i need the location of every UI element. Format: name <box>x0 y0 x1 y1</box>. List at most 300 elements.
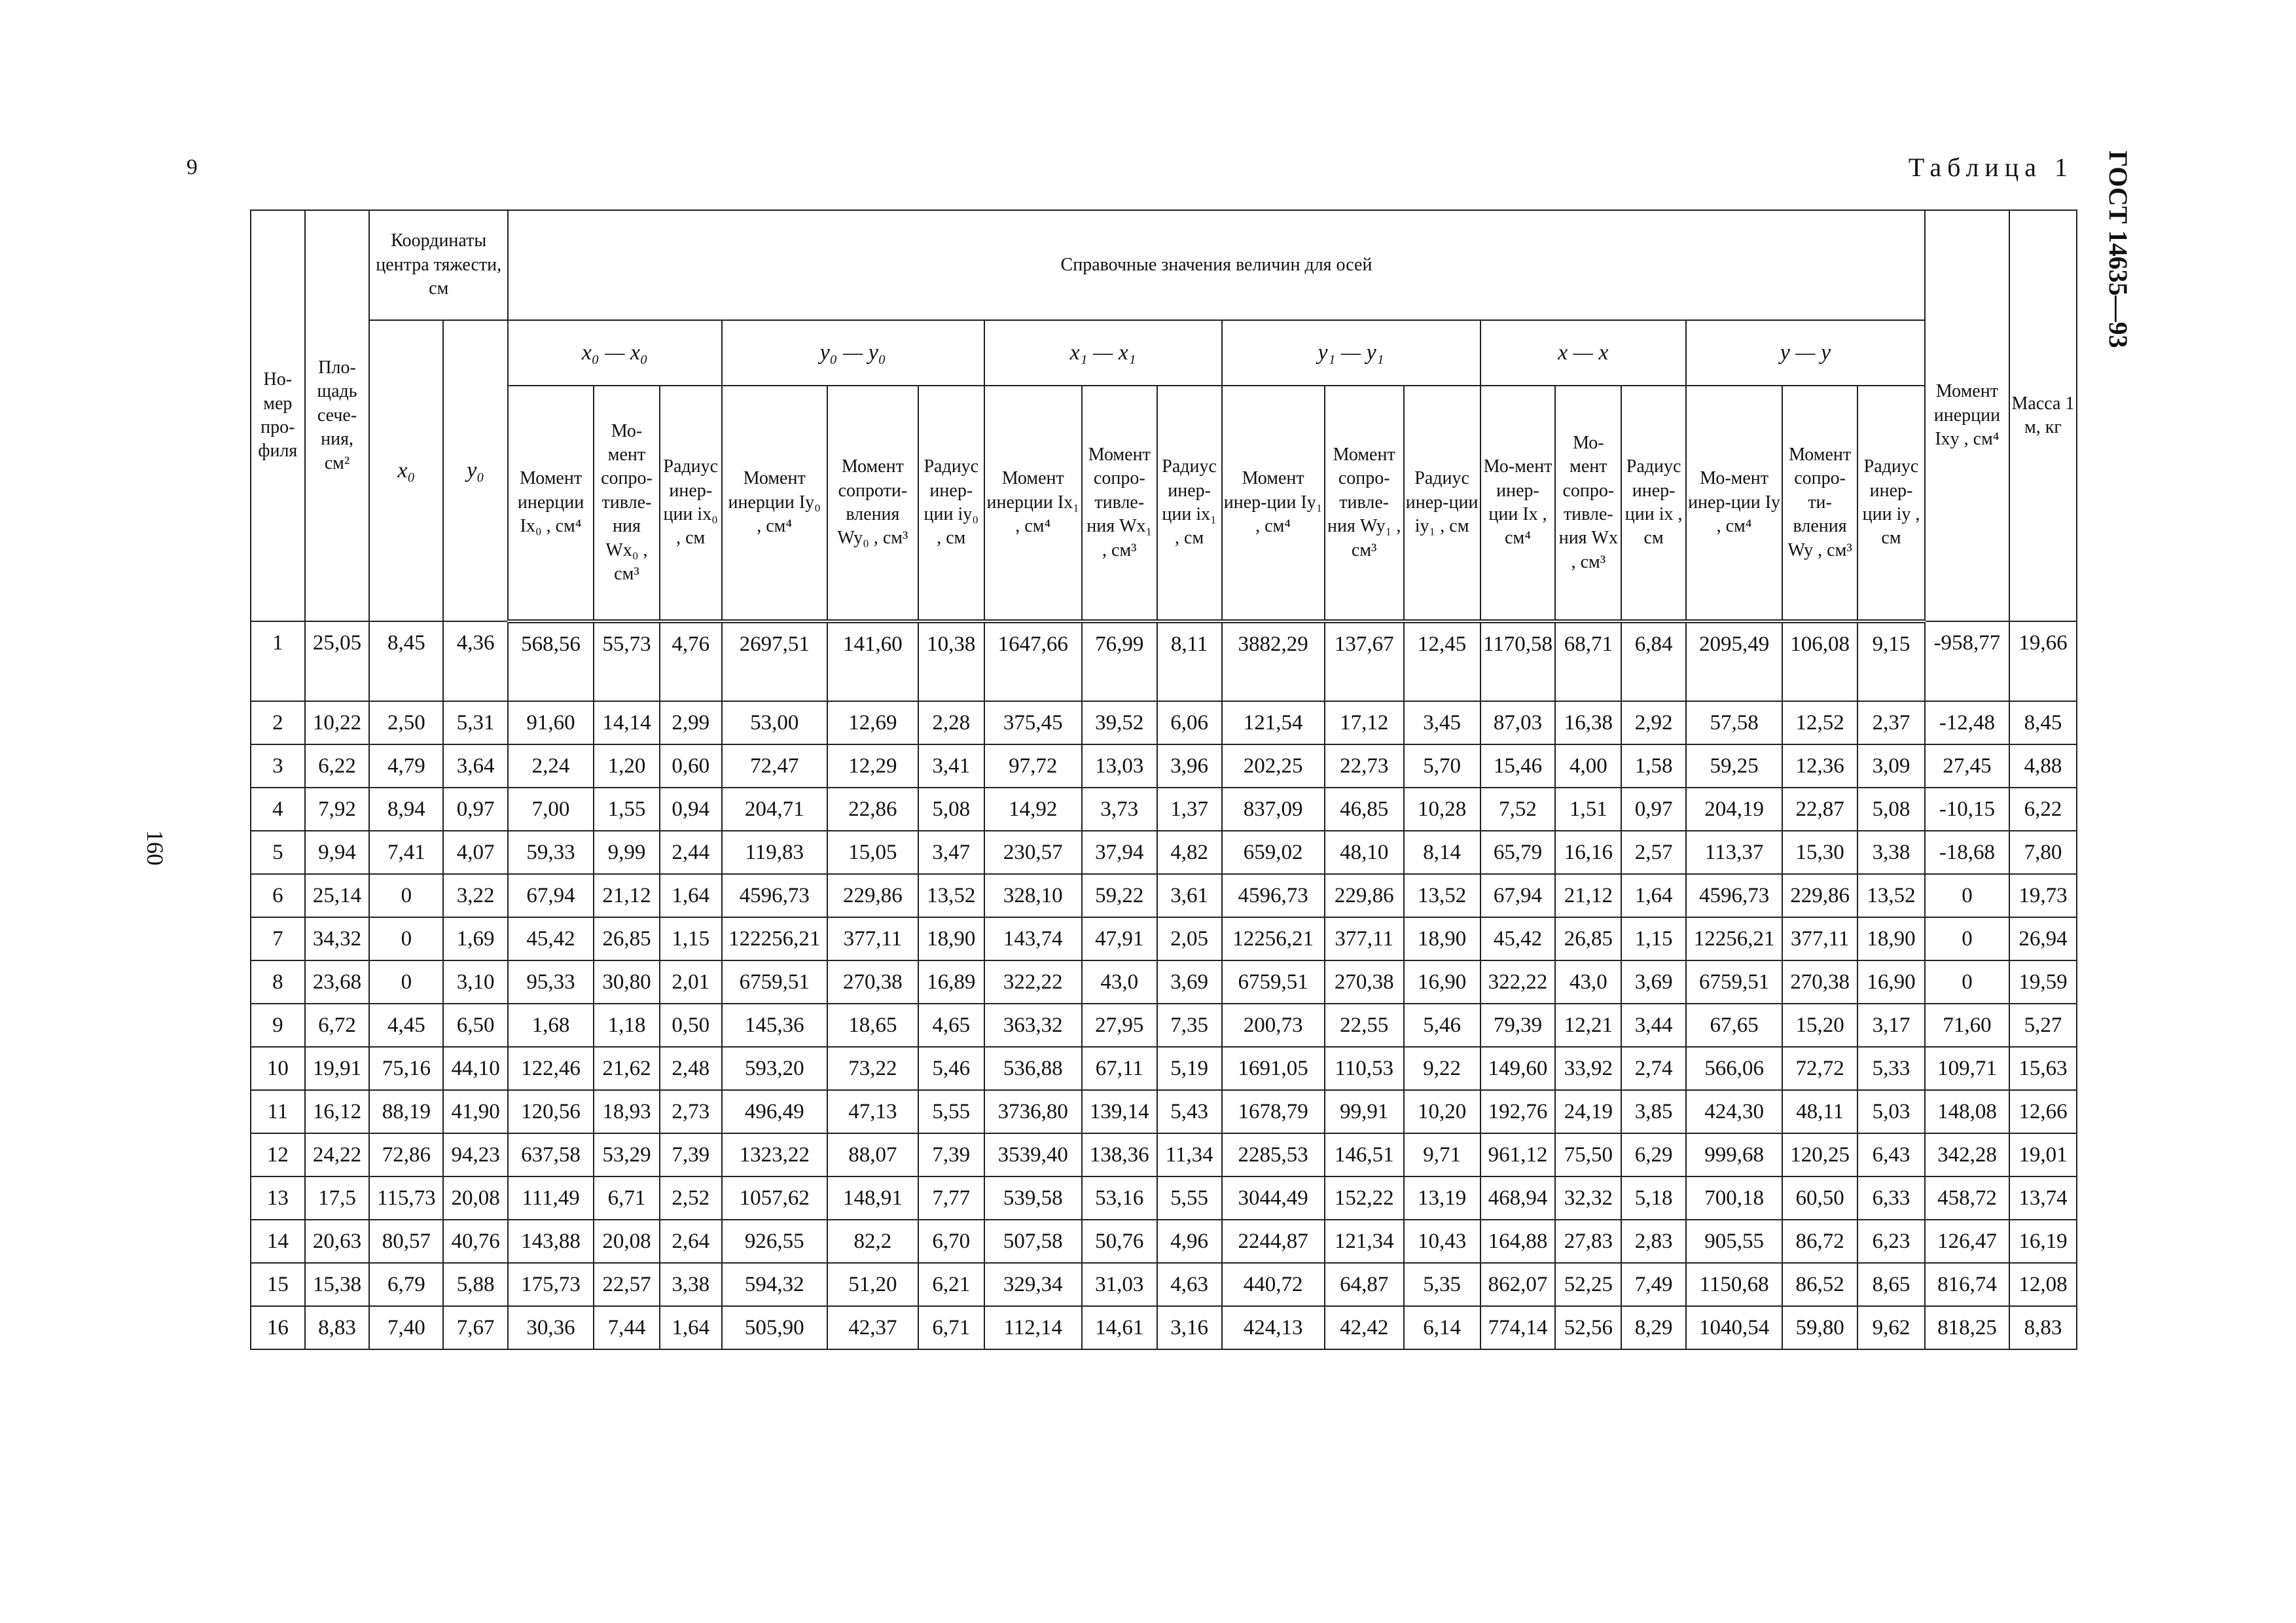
table-cell: 73,22 <box>827 1047 918 1090</box>
table-cell: 4,88 <box>2009 744 2077 788</box>
subheader-cell: Мо-мент сопро-тивле-ния Wx , см³ <box>1555 386 1621 621</box>
table-cell: 229,86 <box>827 874 918 917</box>
table-cell: 2,28 <box>918 701 984 744</box>
table-cell: 342,28 <box>1925 1133 2009 1176</box>
table-body <box>251 621 2077 1349</box>
table-cell: 9,99 <box>594 831 660 874</box>
table-cell: 2,92 <box>1621 701 1686 744</box>
table-cell: 3,10 <box>443 960 508 1004</box>
table-cell: 496,49 <box>722 1090 827 1133</box>
table-cell: 5,19 <box>1157 1047 1222 1090</box>
table-cell: 16,16 <box>1555 831 1621 874</box>
table-cell: 11,34 <box>1157 1133 1222 1176</box>
table-cell: 6,50 <box>443 1004 508 1047</box>
table-cell: 31,03 <box>1082 1263 1157 1306</box>
table-cell: 1,64 <box>1621 874 1686 917</box>
profile-number-cell: 9 <box>251 1004 305 1047</box>
table-cell: 594,32 <box>722 1263 827 1306</box>
table-cell: 4,82 <box>1157 831 1222 874</box>
table-cell: 9,15 <box>1857 621 1925 701</box>
table-cell: 4,36 <box>443 621 508 701</box>
table-cell: 0,97 <box>443 788 508 831</box>
table-cell: 9,71 <box>1404 1133 1480 1176</box>
table-cell: 7,80 <box>2009 831 2077 874</box>
table-cell: 229,86 <box>1782 874 1857 917</box>
table-container <box>250 210 2077 1350</box>
table-cell: 1323,22 <box>722 1133 827 1176</box>
table-cell: 10,38 <box>918 621 984 701</box>
table-cell: 6,84 <box>1621 621 1686 701</box>
profile-number-cell: 13 <box>251 1176 305 1220</box>
table-cell: 5,55 <box>918 1090 984 1133</box>
table-cell: 109,71 <box>1925 1047 2009 1090</box>
table-cell: 30,80 <box>594 960 660 1004</box>
table-cell: 68,71 <box>1555 621 1621 701</box>
table-cell: 4596,73 <box>1222 874 1325 917</box>
table-cell: 0 <box>369 874 443 917</box>
table-cell: 13,19 <box>1404 1176 1480 1220</box>
table-cell: 106,08 <box>1782 621 1857 701</box>
table-cell: 1057,62 <box>722 1176 827 1220</box>
table-cell: 143,88 <box>508 1220 594 1263</box>
table-cell: 424,30 <box>1686 1090 1782 1133</box>
subheader-cell: Радиус инер-ции ix₀ , см <box>660 386 722 621</box>
table-cell: 19,73 <box>2009 874 2077 917</box>
table-cell: 5,33 <box>1857 1047 1925 1090</box>
table-cell: 4596,73 <box>722 874 827 917</box>
table-cell: 961,12 <box>1480 1133 1556 1176</box>
subheader-cell: Мо-мент инер-ции Iy , см⁴ <box>1686 386 1782 621</box>
table-cell: 6759,51 <box>1222 960 1325 1004</box>
subheader-cell: Момент сопроти-вления Wy₀ , см³ <box>827 386 918 621</box>
table-cell: 4596,73 <box>1686 874 1782 917</box>
subheader-cell: Мо-мент сопро-тивле-ния Wx₀ , см³ <box>594 386 660 621</box>
table-cell: 18,65 <box>827 1004 918 1047</box>
table-cell: 7,40 <box>369 1306 443 1349</box>
table-cell: 164,88 <box>1480 1220 1556 1263</box>
table-cell: 2,44 <box>660 831 722 874</box>
table-cell: 3,44 <box>1621 1004 1686 1047</box>
table-cell: 4,00 <box>1555 744 1621 788</box>
profile-properties-table <box>250 210 2077 1350</box>
subheader-cell: Момент инерции Ix₀ , см⁴ <box>508 386 594 621</box>
table-cell: 818,25 <box>1925 1306 2009 1349</box>
table-cell: 8,65 <box>1857 1263 1925 1306</box>
table-cell: 59,22 <box>1082 874 1157 917</box>
table-cell: 8,83 <box>305 1306 370 1349</box>
table-cell: 99,91 <box>1325 1090 1404 1133</box>
table-cell: 43,0 <box>1555 960 1621 1004</box>
table-cell: 67,65 <box>1686 1004 1782 1047</box>
table-cell: 65,79 <box>1480 831 1556 874</box>
table-cell: 86,72 <box>1782 1220 1857 1263</box>
header-center-coordinates: Координаты центра тяжести, см <box>369 210 508 320</box>
header-axis-y1: y₁ — y₁ <box>1222 320 1480 386</box>
table-cell: 82,2 <box>827 1220 918 1263</box>
table-cell: 33,92 <box>1555 1047 1621 1090</box>
table-cell: 328,10 <box>984 874 1082 917</box>
table-cell: 0 <box>1925 960 2009 1004</box>
table-cell: 10,22 <box>305 701 370 744</box>
table-row <box>251 831 2077 874</box>
table-cell: 50,76 <box>1082 1220 1157 1263</box>
table-cell: 774,14 <box>1480 1306 1556 1349</box>
table-cell: 1,64 <box>660 1306 722 1349</box>
table-cell: 7,92 <box>305 788 370 831</box>
table-cell: 17,12 <box>1325 701 1404 744</box>
table-cell: 19,01 <box>2009 1133 2077 1176</box>
table-cell: 13,74 <box>2009 1176 2077 1220</box>
table-cell: 3044,49 <box>1222 1176 1325 1220</box>
table-cell: 32,32 <box>1555 1176 1621 1220</box>
table-row <box>251 1220 2077 1263</box>
table-cell: 143,74 <box>984 917 1082 960</box>
table-cell: 3,17 <box>1857 1004 1925 1047</box>
table-cell: 149,60 <box>1480 1047 1556 1090</box>
table-cell: 12,29 <box>827 744 918 788</box>
table-cell: 10,28 <box>1404 788 1480 831</box>
profile-number-cell: 4 <box>251 788 305 831</box>
table-cell: 15,63 <box>2009 1047 2077 1090</box>
table-cell: 9,22 <box>1404 1047 1480 1090</box>
table-cell: 12,08 <box>2009 1263 2077 1306</box>
table-cell: 17,5 <box>305 1176 370 1220</box>
table-cell: 52,25 <box>1555 1263 1621 1306</box>
table-cell: 2,05 <box>1157 917 1222 960</box>
table-cell: 270,38 <box>827 960 918 1004</box>
table-cell: 23,68 <box>305 960 370 1004</box>
table-cell: 204,71 <box>722 788 827 831</box>
table-cell: 6,14 <box>1404 1306 1480 1349</box>
table-cell: 126,47 <box>1925 1220 2009 1263</box>
table-cell: 47,13 <box>827 1090 918 1133</box>
table-cell: 40,76 <box>443 1220 508 1263</box>
table-cell: 7,39 <box>660 1133 722 1176</box>
table-cell: 12,52 <box>1782 701 1857 744</box>
subheader-cell: Момент сопро-ти-вления Wy , см³ <box>1782 386 1857 621</box>
table-cell: 145,36 <box>722 1004 827 1047</box>
table-cell: 424,13 <box>1222 1306 1325 1349</box>
table-cell: 16,12 <box>305 1090 370 1133</box>
table-cell: 2,37 <box>1857 701 1925 744</box>
table-cell: 568,56 <box>508 621 594 701</box>
table-cell: 322,22 <box>1480 960 1556 1004</box>
table-cell: 7,52 <box>1480 788 1556 831</box>
table-cell: 5,55 <box>1157 1176 1222 1220</box>
table-row <box>251 1306 2077 1349</box>
table-cell: 3,85 <box>1621 1090 1686 1133</box>
table-cell: 19,66 <box>2009 621 2077 701</box>
table-cell: 7,67 <box>443 1306 508 1349</box>
table-cell: 7,49 <box>1621 1263 1686 1306</box>
table-cell: 18,93 <box>594 1090 660 1133</box>
table-cell: 2,73 <box>660 1090 722 1133</box>
table-cell: 837,09 <box>1222 788 1325 831</box>
header-profile-number: Но-мер про-филя <box>251 210 305 621</box>
table-cell: 3,69 <box>1621 960 1686 1004</box>
table-cell: 2,48 <box>660 1047 722 1090</box>
header-mass: Масса 1 м, кг <box>2009 210 2077 621</box>
table-cell: 3,61 <box>1157 874 1222 917</box>
table-caption: Таблица 1 <box>1908 153 2073 182</box>
table-cell: 2697,51 <box>722 621 827 701</box>
page-number-side: 160 <box>142 830 168 866</box>
table-cell: -18,68 <box>1925 831 2009 874</box>
table-cell: 8,83 <box>2009 1306 2077 1349</box>
table-cell: 0 <box>369 960 443 1004</box>
table-cell: 926,55 <box>722 1220 827 1263</box>
table-cell: 59,80 <box>1782 1306 1857 1349</box>
table-cell: 6,22 <box>2009 788 2077 831</box>
table-cell: 3,41 <box>918 744 984 788</box>
table-cell: 322,22 <box>984 960 1082 1004</box>
table-cell: 4,65 <box>918 1004 984 1047</box>
table-cell: 27,45 <box>1925 744 2009 788</box>
table-cell: 0,94 <box>660 788 722 831</box>
subheader-cell: Момент инерции Iy₀ , см⁴ <box>722 386 827 621</box>
table-cell: 6,29 <box>1621 1133 1686 1176</box>
table-cell: 87,03 <box>1480 701 1556 744</box>
table-cell: 2285,53 <box>1222 1133 1325 1176</box>
table-cell: 3,22 <box>443 874 508 917</box>
table-cell: 4,45 <box>369 1004 443 1047</box>
table-row <box>251 874 2077 917</box>
table-row <box>251 1090 2077 1133</box>
table-cell: 137,67 <box>1325 621 1404 701</box>
subheader-cell: Момент сопро-тивле-ния Wy₁ , см³ <box>1325 386 1404 621</box>
table-cell: 7,44 <box>594 1306 660 1349</box>
table-cell: 9,94 <box>305 831 370 874</box>
table-cell: 13,03 <box>1082 744 1157 788</box>
table-cell: 24,19 <box>1555 1090 1621 1133</box>
table-cell: 45,42 <box>508 917 594 960</box>
table-cell: 6759,51 <box>722 960 827 1004</box>
table-cell: 71,60 <box>1925 1004 2009 1047</box>
table-cell: 18,90 <box>918 917 984 960</box>
table-cell: 6,70 <box>918 1220 984 1263</box>
table-cell: 905,55 <box>1686 1220 1782 1263</box>
table-cell: 14,61 <box>1082 1306 1157 1349</box>
table-cell: 375,45 <box>984 701 1082 744</box>
table-cell: 111,49 <box>508 1176 594 1220</box>
table-cell: 26,94 <box>2009 917 2077 960</box>
table-cell: 5,31 <box>443 701 508 744</box>
table-cell: 6,33 <box>1857 1176 1925 1220</box>
table-cell: 5,03 <box>1857 1090 1925 1133</box>
table-cell: 15,46 <box>1480 744 1556 788</box>
table-cell: -10,15 <box>1925 788 2009 831</box>
table-cell: 6759,51 <box>1686 960 1782 1004</box>
header-y0: y₀ <box>443 320 508 621</box>
table-cell: 3,73 <box>1082 788 1157 831</box>
table-cell: 6,23 <box>1857 1220 1925 1263</box>
table-cell: 536,88 <box>984 1047 1082 1090</box>
table-cell: 60,50 <box>1782 1176 1857 1220</box>
table-row <box>251 960 2077 1004</box>
table-row <box>251 744 2077 788</box>
table-cell: 10,20 <box>1404 1090 1480 1133</box>
table-cell: 148,08 <box>1925 1090 2009 1133</box>
table-cell: 1,18 <box>594 1004 660 1047</box>
profile-number-cell: 15 <box>251 1263 305 1306</box>
table-cell: 22,57 <box>594 1263 660 1306</box>
table-cell: 112,14 <box>984 1306 1082 1349</box>
table-cell: 13,52 <box>1857 874 1925 917</box>
subheader-cell: Мо-мент инер-ции Ix , см⁴ <box>1480 386 1556 621</box>
table-cell: 48,11 <box>1782 1090 1857 1133</box>
table-cell: 12256,21 <box>1222 917 1325 960</box>
table-cell: 377,11 <box>1325 917 1404 960</box>
profile-number-cell: 5 <box>251 831 305 874</box>
table-cell: 1,15 <box>1621 917 1686 960</box>
table-cell: 4,76 <box>660 621 722 701</box>
table-cell: 175,73 <box>508 1263 594 1306</box>
table-cell: 16,89 <box>918 960 984 1004</box>
header-moment-xy: Момент инерции Ixy , см⁴ <box>1925 210 2009 621</box>
table-cell: 659,02 <box>1222 831 1325 874</box>
subheader-cell: Радиус инер-ции ix₁ , см <box>1157 386 1222 621</box>
table-cell: 8,29 <box>1621 1306 1686 1349</box>
table-cell: 67,94 <box>1480 874 1556 917</box>
table-cell: 7,39 <box>918 1133 984 1176</box>
table-cell: 2,99 <box>660 701 722 744</box>
table-cell: 152,22 <box>1325 1176 1404 1220</box>
header-axis-y0: y₀ — y₀ <box>722 320 984 386</box>
subheader-cell: Момент сопро-тивле-ния Wx₁ , см³ <box>1082 386 1157 621</box>
table-cell: 51,20 <box>827 1263 918 1306</box>
table-cell: 15,30 <box>1782 831 1857 874</box>
table-cell: 999,68 <box>1686 1133 1782 1176</box>
table-cell: 2,24 <box>508 744 594 788</box>
table-cell: 12,45 <box>1404 621 1480 701</box>
table-cell: 55,73 <box>594 621 660 701</box>
table-cell: 458,72 <box>1925 1176 2009 1220</box>
table-cell: 48,10 <box>1325 831 1404 874</box>
table-cell: 27,83 <box>1555 1220 1621 1263</box>
table-cell: 139,14 <box>1082 1090 1157 1133</box>
table-cell: 539,58 <box>984 1176 1082 1220</box>
table-cell: 22,86 <box>827 788 918 831</box>
table-cell: 148,91 <box>827 1176 918 1220</box>
table-cell: 5,46 <box>918 1047 984 1090</box>
table-cell: 4,07 <box>443 831 508 874</box>
table-cell: 53,00 <box>722 701 827 744</box>
table-cell: 5,46 <box>1404 1004 1480 1047</box>
table-cell: 2244,87 <box>1222 1220 1325 1263</box>
profile-number-cell: 10 <box>251 1047 305 1090</box>
table-cell: 8,45 <box>2009 701 2077 744</box>
profile-number-cell: 11 <box>251 1090 305 1133</box>
table-cell: -12,48 <box>1925 701 2009 744</box>
gost-code: ГОСТ 14635—93 <box>2104 151 2133 348</box>
table-cell: 0 <box>369 917 443 960</box>
table-cell: 20,63 <box>305 1220 370 1263</box>
table-cell: 8,11 <box>1157 621 1222 701</box>
table-cell: 3,16 <box>1157 1306 1222 1349</box>
table-cell: 8,14 <box>1404 831 1480 874</box>
table-cell: 120,56 <box>508 1090 594 1133</box>
table-cell: 2,57 <box>1621 831 1686 874</box>
table-cell: 5,18 <box>1621 1176 1686 1220</box>
table-cell: 27,95 <box>1082 1004 1157 1047</box>
table-cell: 700,18 <box>1686 1176 1782 1220</box>
table-cell: 0,97 <box>1621 788 1686 831</box>
table-cell: 121,34 <box>1325 1220 1404 1263</box>
table-row <box>251 1263 2077 1306</box>
table-cell: 1,64 <box>660 874 722 917</box>
table-cell: 121,54 <box>1222 701 1325 744</box>
table-cell: 22,73 <box>1325 744 1404 788</box>
table-cell: 270,38 <box>1325 960 1404 1004</box>
table-cell: 202,25 <box>1222 744 1325 788</box>
table-cell: 2,01 <box>660 960 722 1004</box>
table-cell: 6,22 <box>305 744 370 788</box>
table-cell: 46,85 <box>1325 788 1404 831</box>
table-cell: 21,12 <box>1555 874 1621 917</box>
table-cell: 79,39 <box>1480 1004 1556 1047</box>
header-axis-x0: x₀ — x₀ <box>508 320 722 386</box>
table-cell: 1678,79 <box>1222 1090 1325 1133</box>
table-cell: 25,14 <box>305 874 370 917</box>
table-cell: 25,05 <box>305 621 370 701</box>
table-cell: 440,72 <box>1222 1263 1325 1306</box>
table-cell: 9,62 <box>1857 1306 1925 1349</box>
table-cell: 3736,80 <box>984 1090 1082 1133</box>
table-cell: 19,91 <box>305 1047 370 1090</box>
table-cell: 21,62 <box>594 1047 660 1090</box>
table-cell: 67,11 <box>1082 1047 1157 1090</box>
table-cell: 3,45 <box>1404 701 1480 744</box>
table-cell: 18,90 <box>1404 917 1480 960</box>
table-cell: 5,08 <box>918 788 984 831</box>
table-cell: 4,96 <box>1157 1220 1222 1263</box>
table-cell: 15,05 <box>827 831 918 874</box>
profile-number-cell: 7 <box>251 917 305 960</box>
table-cell: 1,69 <box>443 917 508 960</box>
table-cell: 22,87 <box>1782 788 1857 831</box>
table-cell: 44,10 <box>443 1047 508 1090</box>
subheader-cell: Радиус инер-ции iy₀ , см <box>918 386 984 621</box>
table-cell: 110,53 <box>1325 1047 1404 1090</box>
table-cell: 75,50 <box>1555 1133 1621 1176</box>
table-cell: 8,45 <box>369 621 443 701</box>
header-area: Пло-щадь сече-ния, см² <box>305 210 370 621</box>
table-cell: 377,11 <box>1782 917 1857 960</box>
header-axis-x1: x₁ — x₁ <box>984 320 1222 386</box>
table-cell: 329,34 <box>984 1263 1082 1306</box>
header-axis-x: x — x <box>1480 320 1686 386</box>
profile-number-cell: 1 <box>251 621 305 701</box>
table-cell: 75,16 <box>369 1047 443 1090</box>
table-cell: 21,12 <box>594 874 660 917</box>
table-cell: 1,15 <box>660 917 722 960</box>
table-cell: 64,87 <box>1325 1263 1404 1306</box>
subheader-cell: Радиус инер-ции ix , см <box>1621 386 1686 621</box>
table-cell: 1170,58 <box>1480 621 1556 701</box>
profile-number-cell: 3 <box>251 744 305 788</box>
table-cell: 14,14 <box>594 701 660 744</box>
table-cell: 1647,66 <box>984 621 1082 701</box>
table-cell: 146,51 <box>1325 1133 1404 1176</box>
table-cell: 1,20 <box>594 744 660 788</box>
table-cell: 593,20 <box>722 1047 827 1090</box>
table-cell: 7,77 <box>918 1176 984 1220</box>
table-cell: 122,46 <box>508 1047 594 1090</box>
table-cell: 1,68 <box>508 1004 594 1047</box>
table-cell: -958,77 <box>1925 621 2009 701</box>
table-cell: 30,36 <box>508 1306 594 1349</box>
table-cell: 1691,05 <box>1222 1047 1325 1090</box>
